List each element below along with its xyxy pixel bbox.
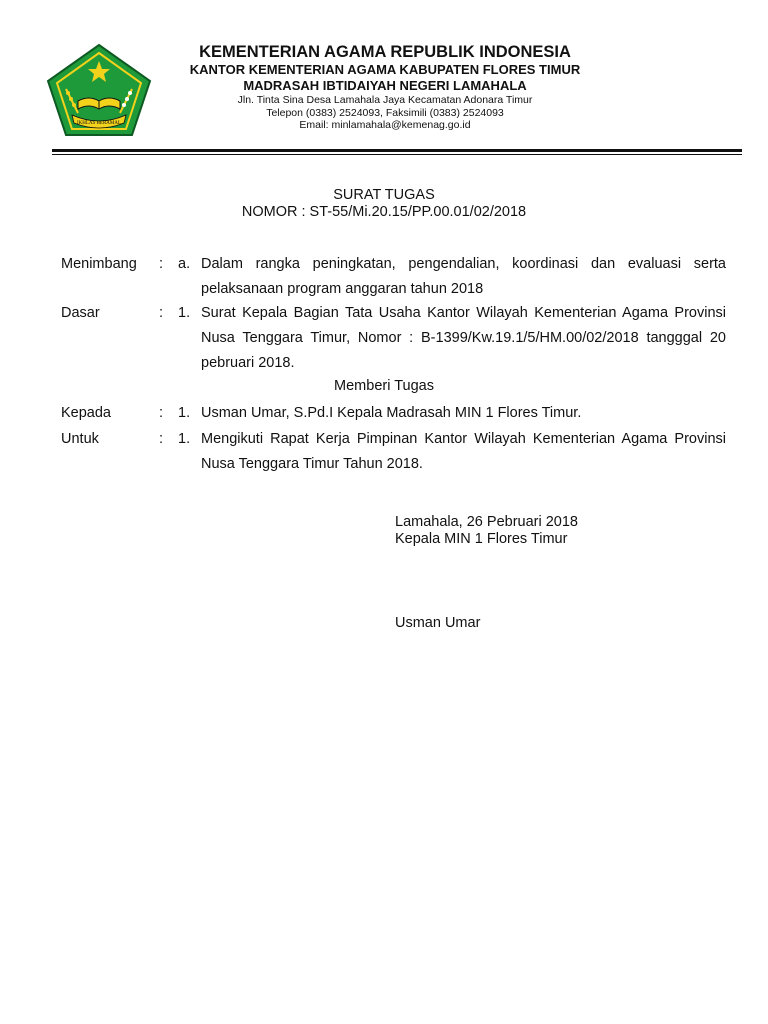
untuk-text: Mengikuti Rapat Kerja Pimpinan Kantor Wilayah Kementerian Agama Provinsi Nusa Tenggara Timur Tahun 2018. (201, 431, 726, 472)
menimbang-index: a. (178, 256, 191, 272)
dasar-text: Surat Kepala Bagian Tata Usaha Kantor Wilayah Kementerian Agama Provinsi Nusa Tenggara Timur, Nomor : B-1399/Kw.19.1/5/HM.00/02/2018 tangggal 20 pebruari 2018. (201, 305, 726, 371)
email: Email: minlamahala@kemenag.go.id (299, 119, 471, 131)
letterhead (180, 42, 590, 132)
untuk-label: Untuk (61, 431, 99, 447)
kepada-index: 1. (178, 405, 191, 421)
menimbang-text: Dalam rangka peningkatan, pengendalian, koordinasi dan evaluasi serta pelaksanaan program anggaran tahun 2018 (201, 256, 726, 297)
logo-ribbon-text: IKHLAS BERAMAL (76, 121, 122, 126)
memberi-tugas-heading: Memberi Tugas (334, 378, 434, 394)
signature-position: Kepala MIN 1 Flores Timur (395, 531, 568, 547)
phone: Telepon (0383) 2524093, Faksimili (0383) 2524093 (266, 106, 504, 119)
menimbang-colon: : (159, 256, 164, 272)
dasar-index: 1. (178, 305, 191, 321)
header-rule-thick (52, 149, 742, 152)
school-name: MADRASAH IBTIDAIYAH NEGERI LAMAHALA (243, 78, 527, 93)
kepada-label: Kepada (61, 405, 111, 421)
signature-name: Usman Umar (395, 615, 481, 631)
menimbang-label: Menimbang (61, 256, 137, 272)
dasar-colon: : (159, 305, 164, 321)
dasar-label: Dasar (61, 305, 100, 321)
office-name: KANTOR KEMENTERIAN AGAMA KABUPATEN FLORES TIMUR (189, 62, 581, 77)
address: Jln. Tinta Sina Desa Lamahala Jaya Kecamatan Adonara Timur (237, 94, 533, 106)
signature-place-date: Lamahala, 26 Pebruari 2018 (395, 514, 578, 530)
ministry-name: KEMENTERIAN AGAMA REPUBLIK INDONESIA (199, 43, 571, 61)
kemenag-logo (44, 43, 154, 138)
kepada-colon: : (159, 405, 164, 421)
doc-title: SURAT TUGAS (333, 187, 435, 203)
doc-number: NOMOR : ST-55/Mi.20.15/PP.00.01/02/2018 (241, 204, 527, 220)
kepada-text: Usman Umar, S.Pd.I Kepala Madrasah MIN 1 Flores Timur. (201, 405, 582, 421)
untuk-colon: : (159, 431, 164, 447)
untuk-index: 1. (178, 431, 191, 447)
header-rule-thin (52, 154, 742, 155)
